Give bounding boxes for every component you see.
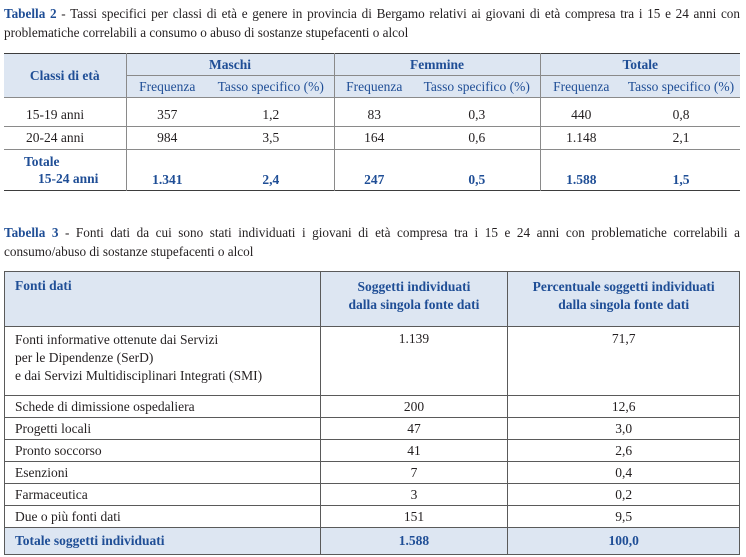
table3-row4-soggetti: 41 xyxy=(320,440,508,462)
table3-row3-fonte: Progetti locali xyxy=(5,418,321,440)
table3-total-perc: 100,0 xyxy=(508,528,740,555)
table2 xyxy=(4,53,740,191)
table3-total-row xyxy=(5,528,740,555)
table2-total-label-2: 15-24 anni xyxy=(38,171,99,186)
table-row xyxy=(4,104,740,127)
table2-sub-t-tasso: Tasso specifico (%) xyxy=(627,78,735,94)
table3-header-perc-2: dalla singola fonte dati xyxy=(558,297,690,312)
table3-row6-perc: 0,2 xyxy=(508,484,740,506)
table2-sub-f-freq: Frequenza xyxy=(346,78,403,94)
table2-header-classi: Classi di età xyxy=(4,54,126,98)
table3-row3-soggetti: 47 xyxy=(320,418,508,440)
table-row xyxy=(5,396,740,418)
table3-header-fonti: Fonti dati xyxy=(5,272,321,327)
table2-total-t-tasso: 1,5 xyxy=(672,172,690,187)
table2-row2-m-tasso: 3,5 xyxy=(208,127,334,150)
table2-row1-t-tasso: 0,8 xyxy=(672,107,690,122)
table3-row1-line3: e dai Servizi Multidisciplinari Integrati (SMI) xyxy=(15,368,263,383)
table3-row1-line2: per le Dipendenze (SerD) xyxy=(15,350,154,365)
table3-row5-fonte: Esenzioni xyxy=(5,462,321,484)
table2-sub-f-tasso: Tasso specifico (%) xyxy=(414,76,540,98)
table2-row2-t-tasso: 2,1 xyxy=(672,130,690,145)
table3-row2-soggetti: 200 xyxy=(320,396,508,418)
table3-caption-label: Tabella 3 xyxy=(4,225,59,240)
table3-row5-soggetti: 7 xyxy=(320,462,508,484)
table3-caption-text: - Fonti dati da cui sono stati individuati i giovani di età compresa tra i 15 e 24 anni con problematiche correlabili a consumo/abuso di sostanze stupefacenti o alcol xyxy=(4,225,740,259)
table2-row2-f-tasso: 0,6 xyxy=(414,127,540,150)
table3-header-percentuale xyxy=(508,272,740,327)
table3-caption xyxy=(4,223,740,261)
table2-total-label-1: Totale xyxy=(24,154,60,169)
table2-row1-f-freq: 83 xyxy=(367,107,381,122)
table2-row1-m-freq: 357 xyxy=(157,107,178,122)
table-row xyxy=(5,462,740,484)
table-row xyxy=(5,484,740,506)
table2-row2-m-freq: 984 xyxy=(157,130,178,145)
table3-row6-fonte: Farmaceutica xyxy=(5,484,321,506)
table2-sub-t-freq: Frequenza xyxy=(553,78,610,94)
table-row xyxy=(5,418,740,440)
table2-total-m-tasso: 2,4 xyxy=(208,150,334,191)
table2-caption xyxy=(4,4,740,42)
table2-row2-f-freq: 164 xyxy=(364,130,385,145)
table3-header-soggetti xyxy=(320,272,508,327)
table3-row7-perc: 9,5 xyxy=(508,506,740,528)
table3-row3-perc: 3,0 xyxy=(508,418,740,440)
table2-sub-m-freq: Frequenza xyxy=(139,78,196,94)
table3-row1-perc: 71,7 xyxy=(508,327,740,396)
table3-row5-perc: 0,4 xyxy=(508,462,740,484)
table3-row2-fonte: Schede di dimissione ospedaliera xyxy=(5,396,321,418)
table2-row1-classe: 15-19 anni xyxy=(4,104,126,127)
table3-row1-soggetti: 1.139 xyxy=(320,327,508,396)
table2-row1-m-tasso: 1,2 xyxy=(208,104,334,127)
table2-header-femmine: Femmine xyxy=(334,54,540,76)
table2-total-f-freq: 247 xyxy=(364,172,385,187)
table3-row6-soggetti: 3 xyxy=(320,484,508,506)
table3-header-soggetti-2: dalla singola fonte dati xyxy=(348,297,480,312)
table3-row1-line1: Fonti informative ottenute dai Servizi xyxy=(15,332,219,347)
table2-total-m-freq: 1.341 xyxy=(152,172,183,187)
table2-total-f-tasso: 0,5 xyxy=(414,150,540,191)
table2-total-row xyxy=(4,150,740,191)
table3-row1-fonte xyxy=(5,327,321,396)
table-row xyxy=(5,440,740,462)
table3-row7-soggetti: 151 xyxy=(320,506,508,528)
table3-header-perc-1: Percentuale soggetti individuati xyxy=(532,279,715,294)
table3-row4-perc: 2,6 xyxy=(508,440,740,462)
table-row xyxy=(4,127,740,150)
table2-header-totale: Totale xyxy=(540,54,740,76)
table3-total-soggetti: 1.588 xyxy=(320,528,508,555)
table2-total-label xyxy=(4,150,126,191)
table2-caption-text: - Tassi specifici per classi di età e genere in provincia di Bergamo relativi ai giovani di età compresa tra i 15 e 24 anni con problematiche correlabili a consumo o abuso di sostanze stupefacenti o alcol xyxy=(4,6,740,40)
table3-total-label: Totale soggetti individuati xyxy=(5,528,321,555)
table2-row1-t-freq: 440 xyxy=(571,107,592,122)
table2-total-t-freq: 1.588 xyxy=(566,172,597,187)
table-row xyxy=(5,327,740,396)
table3-row2-perc: 12,6 xyxy=(508,396,740,418)
table3-row4-fonte: Pronto soccorso xyxy=(5,440,321,462)
table2-header-maschi: Maschi xyxy=(126,54,334,76)
table2-row2-classe: 20-24 anni xyxy=(4,127,126,150)
table3 xyxy=(4,271,740,555)
table-row xyxy=(5,506,740,528)
table2-sub-m-tasso: Tasso specifico (%) xyxy=(208,76,334,98)
table2-caption-label: Tabella 2 xyxy=(4,6,57,21)
table2-row2-t-freq: 1.148 xyxy=(566,130,597,145)
table3-header-soggetti-1: Soggetti individuati xyxy=(357,279,471,294)
table3-row7-fonte: Due o più fonti dati xyxy=(5,506,321,528)
table2-row1-f-tasso: 0,3 xyxy=(414,104,540,127)
